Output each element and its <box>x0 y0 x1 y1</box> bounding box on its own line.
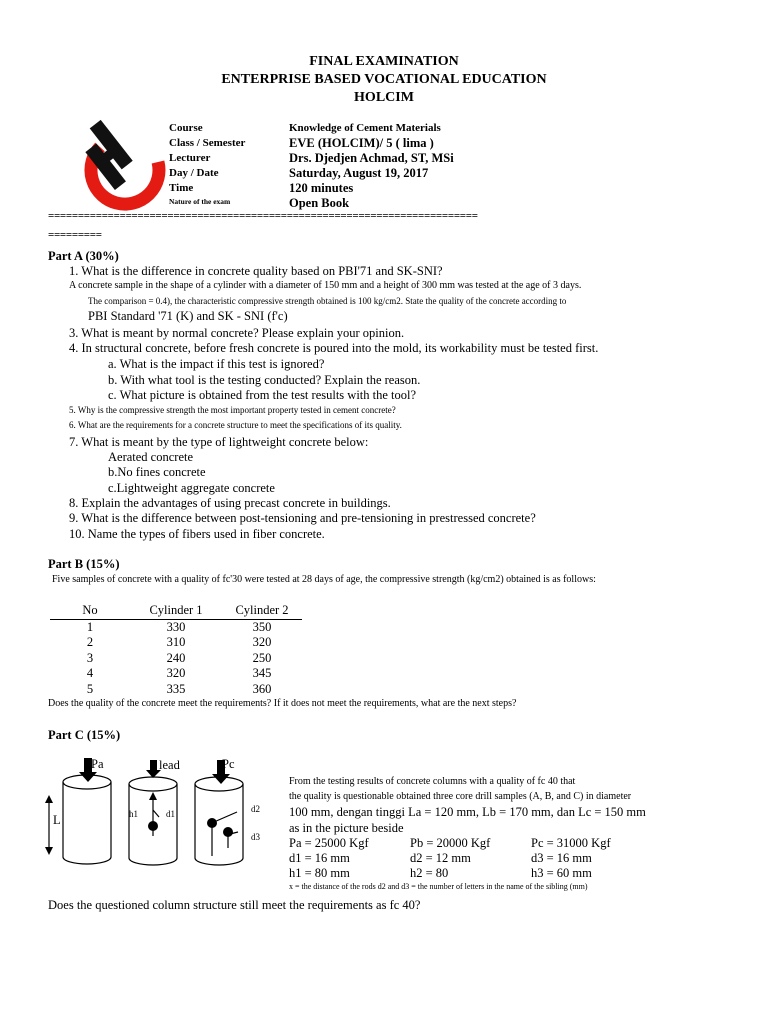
info-value-lecturer: Drs. Djedjen Achmad, ST, MSi <box>289 151 454 165</box>
info-value-time: 120 minutes <box>289 181 354 195</box>
load-pb: Pb = 20000 Kgf <box>410 836 491 850</box>
question-5: 5. Why is the compressive strength the most important property tested in cement concrete? <box>69 405 396 415</box>
question-4: 4. In structural concrete, before fresh concrete is poured into the mold, its workability must be tested first. <box>69 341 599 355</box>
info-value-nature: Open Book <box>289 196 350 210</box>
label-l: L <box>53 813 61 827</box>
label-pa: Pa <box>91 757 104 771</box>
compressive-strength-table <box>50 603 302 697</box>
label-d1: d1 <box>166 809 175 819</box>
height-h2: h2 = 80 <box>410 866 449 880</box>
label-pc: Pc <box>222 757 235 771</box>
height-h1: h1 = 80 mm <box>289 866 350 880</box>
question-2-line-3: PBI Standard '71 (K) and SK - SNI (f'c) <box>88 309 288 323</box>
part-c-text-2: the quality is questionable obtained three core drill samples (A, B, and C) in diameter <box>289 791 632 802</box>
table-header-cylinder-2: Cylinder 2 <box>222 603 302 619</box>
table-cell: 360 <box>252 681 272 696</box>
part-c-text-1: From the testing results of concrete columns with a quality of fc 40 that <box>289 776 576 787</box>
question-7c: c.Lightweight aggregate concrete <box>108 481 275 495</box>
question-8: 8. Explain the advantages of using precast concrete in buildings. <box>69 496 391 510</box>
table-header-no: No <box>50 603 130 619</box>
table-header-cylinder-1: Cylinder 1 <box>130 603 222 619</box>
table-cell: 2 <box>86 635 94 650</box>
diameter-d1: d1 = 16 mm <box>289 851 350 865</box>
question-1: 1. What is the difference in concrete quality based on PBI'71 and SK-SNI? <box>69 264 443 278</box>
table-cell: 3 <box>86 650 94 665</box>
question-7: 7. What is meant by the type of lightweight concrete below: <box>69 435 369 449</box>
part-b-intro: Five samples of concrete with a quality of fc'30 were tested at 28 days of age, the compressive strength (kg/cm2) obtained is as follows: <box>52 574 596 585</box>
part-c-question: Does the questioned column structure still meet the requirements as fc 40? <box>48 898 421 912</box>
question-4b: b. With what tool is the testing conducted? Explain the reason. <box>108 373 421 387</box>
info-label-course: Course <box>169 122 203 134</box>
table-cell: 330 <box>166 619 186 634</box>
table-cell: 4 <box>86 666 94 681</box>
table-row <box>50 619 302 635</box>
question-2-line-1: A concrete sample in the shape of a cylinder with a diameter of 150 mm and a height of 300 mm was tested at the age of 3 days. <box>69 280 582 291</box>
question-10: 10. Name the types of fibers used in fiber concrete. <box>69 527 325 541</box>
load-pa: Pa = 25000 Kgf <box>289 836 369 850</box>
question-7a: Aerated concrete <box>108 450 194 464</box>
info-label-class: Class / Semester <box>169 137 246 149</box>
diameter-d3: d3 = 16 mm <box>531 851 592 865</box>
info-label-date: Day / Date <box>169 167 219 179</box>
part-c-heading: Part C (15%) <box>48 728 121 742</box>
info-value-date: Saturday, August 19, 2017 <box>289 166 429 180</box>
table-row <box>50 651 302 667</box>
company-title: HOLCIM <box>354 90 414 105</box>
table-row <box>50 666 302 682</box>
label-h1: h1 <box>129 809 138 819</box>
part-b-heading: Part B (15%) <box>48 557 120 571</box>
table-cell: 320 <box>166 666 186 681</box>
table-cell: 250 <box>252 650 272 665</box>
question-6: 6. What are the requirements for a concrete structure to meet the specifications of its quality. <box>69 420 402 430</box>
info-label-nature: Nature of the exam <box>169 197 231 206</box>
load-pc: Pc = 31000 Kgf <box>531 836 611 850</box>
table-cell: 345 <box>252 666 272 681</box>
table-cell: 5 <box>86 681 94 696</box>
label-lead: lead <box>159 758 180 772</box>
table-header-row <box>50 603 302 619</box>
height-h3: h3 = 60 mm <box>531 866 592 880</box>
holcim-logo-icon <box>70 112 170 212</box>
separator-line: ======================================================================== <box>48 210 478 222</box>
question-4c: c. What picture is obtained from the test results with the tool? <box>108 388 417 402</box>
table-cell: 1 <box>86 619 94 634</box>
question-7b: b.No fines concrete <box>108 465 206 479</box>
info-label-time: Time <box>169 182 194 194</box>
diameter-d2: d2 = 12 mm <box>410 851 471 865</box>
part-b-question: Does the quality of the concrete meet the requirements? If it does not meet the requirements, what are the next steps? <box>48 698 517 709</box>
table-cell: 240 <box>166 650 186 665</box>
info-value-class: EVE (HOLCIM)/ 5 ( lima ) <box>289 136 434 150</box>
table-cell: 310 <box>166 635 186 650</box>
part-c-text-3: 100 mm, dengan tinggi La = 120 mm, Lb = 170 mm, dan Lc = 150 mm <box>289 805 646 819</box>
question-3: 3. What is meant by normal concrete? Please explain your opinion. <box>69 326 405 340</box>
part-c-note: x = the distance of the rods d2 and d3 = the number of letters in the name of the sibling (mm) <box>289 882 588 891</box>
table-cell: 335 <box>166 681 186 696</box>
separator-line-continued: ========= <box>48 229 102 241</box>
program-title: ENTERPRISE BASED VOCATIONAL EDUCATION <box>221 72 547 87</box>
table-row <box>50 682 302 698</box>
exam-title: FINAL EXAMINATION <box>309 54 459 69</box>
question-4a: a. What is the impact if this test is ignored? <box>108 357 325 371</box>
label-d2: d2 <box>251 804 260 814</box>
info-label-lecturer: Lecturer <box>169 152 211 164</box>
part-c-text-4: as in the picture beside <box>289 821 404 835</box>
part-a-heading: Part A (30%) <box>48 249 119 263</box>
table-row <box>50 635 302 651</box>
question-9: 9. What is the difference between post-tensioning and pre-tensioning in prestressed concrete? <box>69 511 536 525</box>
label-d3: d3 <box>251 832 260 842</box>
table-cell: 320 <box>252 635 272 650</box>
info-value-course: Knowledge of Cement Materials <box>289 122 441 134</box>
table-cell: 350 <box>252 619 272 634</box>
question-2-line-2: The comparison = 0.4), the characteristic compressive strength obtained is 100 kg/cm2. State the quality of the concrete according to <box>88 296 567 306</box>
